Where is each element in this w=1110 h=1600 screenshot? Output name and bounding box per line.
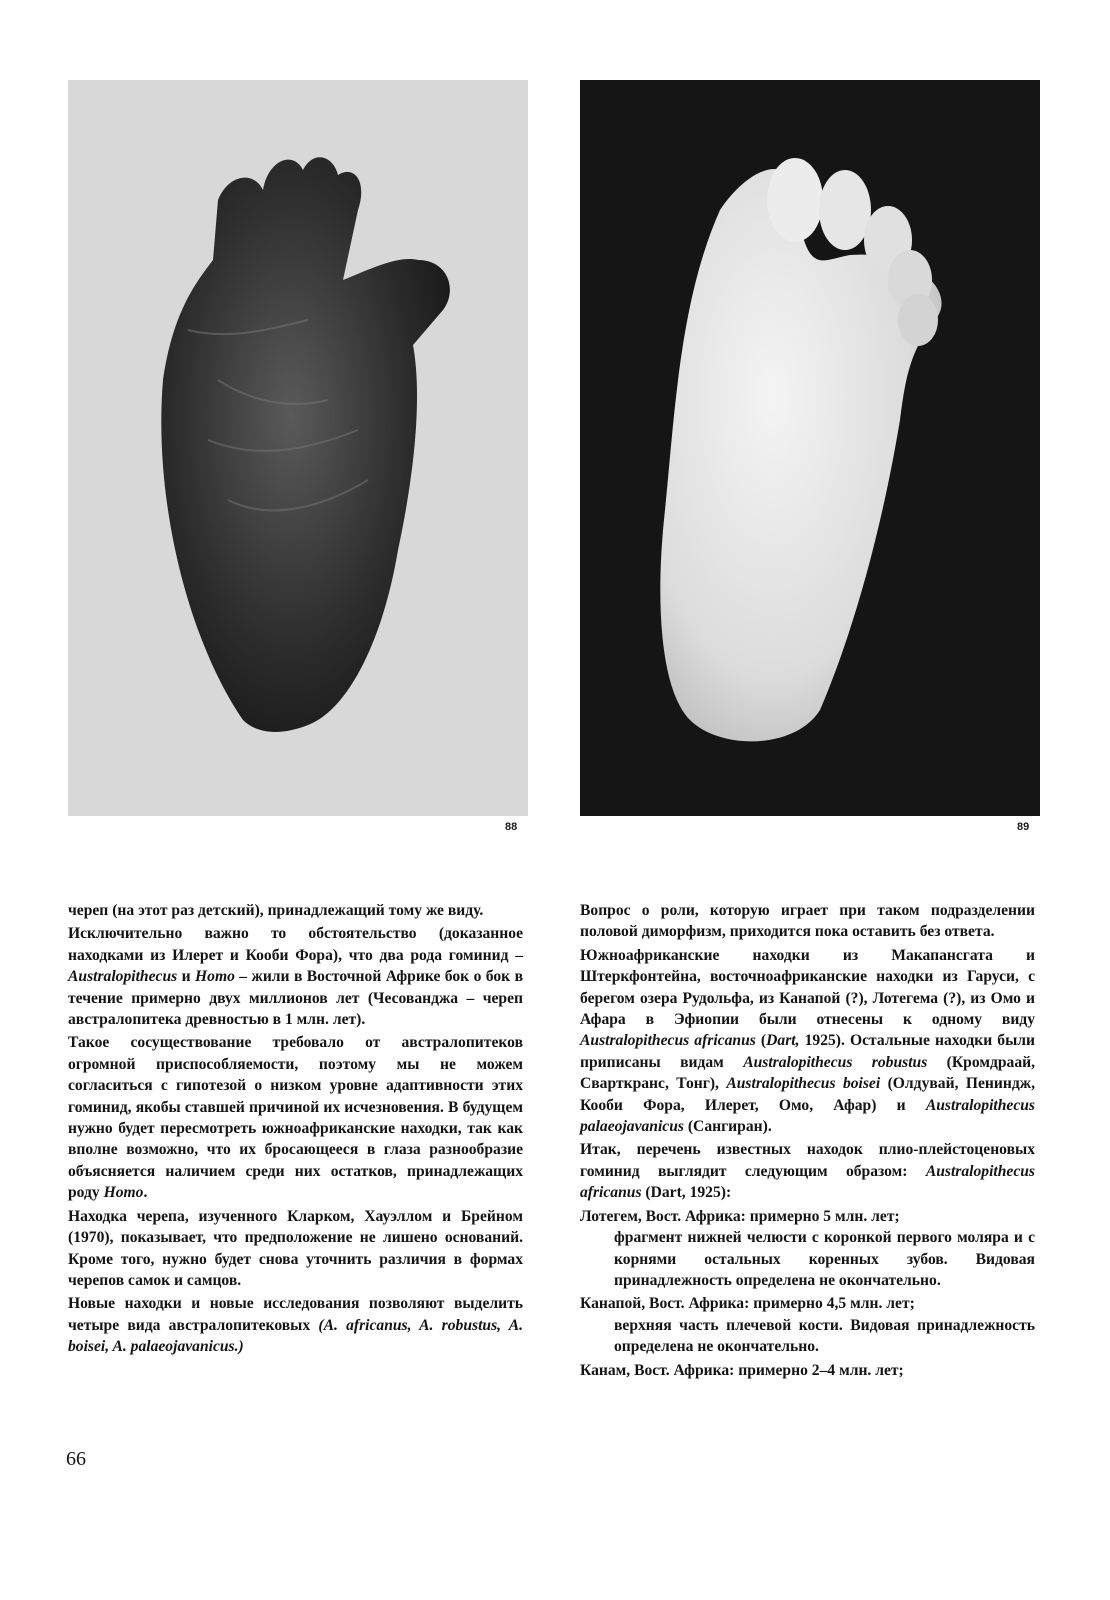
human-foot-icon [580,80,1040,816]
figure-89-photo [580,80,1040,816]
paragraph: Итак, перечень известных находок плио-плейстоценовых гоминид выглядит следующим образом: Australopithecus africanus (Dart, 1925): [580,1141,1035,1202]
figure-88-photo [68,80,528,816]
paragraph: Исключительно важно то обстоятельство (доказанное находками из Илерет и Кооби Фора), что два рода гоминид – Australopithecus и Homo – жили в Восточной Африке бок о бок в течение примерно двух миллионов лет (Чесованджа – череп австралопитека древностью в 1 млн. лет). [68,925,523,1029]
paragraph: Южноафриканские находки из Макапансгата и Штеркфонтейна, восточноафриканские находки из Гаруси, с берегом озера Рудольфа, из Канапой (?), Лотегема (?), из Омо и Афара в Эфиопии были отнесены к одному виду Australopithecus africanus (Dart, 1925). Остальные находки были приписаны видам Australopithecus robustus (Кромдраай, Сварткранс, Тонг), Australopithecus boisei (Олдувай, Пениндж, Кооби Фора, Илерет, Омо, Афар) и Australopithecus palaeojavanicus (Сангиран). [580,946,1036,1136]
page-number: 66 [66,1448,86,1470]
left-text-column [68,900,523,1360]
find-entry: Канапой, Вост. Африка: примерно 4,5 млн. лет; верхняя часть плечевой кости. Видовая принадлежность определена не окончательно. [580,1295,1035,1356]
figure-number-89: 89 [1017,821,1030,833]
paragraph: Вопрос о роли, которую играет при таком подразделении половой диморфизм, приходится пока оставить без ответа. [580,902,1035,941]
right-text-column [580,900,1035,1383]
find-entry: Канам, Вост. Африка: примерно 2–4 млн. лет; [580,1361,904,1379]
figure-number-88: 88 [505,821,518,833]
paragraph: Находка черепа, изученного Кларком, Хауэллом и Брейном (1970), показывает, что предположение не лишено оснований. Кроме того, нужно будет снова уточнить различия в формах черепов самок и самцов. [68,1207,523,1289]
paragraph: череп (на этот раз детский), принадлежащий тому же виду. [68,902,484,919]
find-entry: Лотегем, Вост. Африка: примерно 5 млн. лет; фрагмент нижней челюсти с коронкой первого моляра и с корнями остальных коренных зубов. Видовая принадлежность определена не окончательно. [580,1207,1035,1289]
paragraph: Новые находки и новые исследования позволяют выделить четыре вида австралопитековых (A. africanus, A. robustus, A. boisei, A. palaeojavanicus.) [68,1295,523,1356]
paragraph: Такое сосуществование требовало от австралопитеков огромной приспособляемости, поэтому мы не можем согласиться с гипотезой о низком уровне адаптивности этих гоминид, якобы ставшей причиной их исчезновения. В будущем нужно будет пересмотреть южноафриканские находки, так как вполне возможно, что их бросающееся в глаза разнообразие объясняется наличием среди них остатков, принадлежащих роду Homo. [68,1034,523,1202]
chimpanzee-foot-icon [68,80,528,816]
